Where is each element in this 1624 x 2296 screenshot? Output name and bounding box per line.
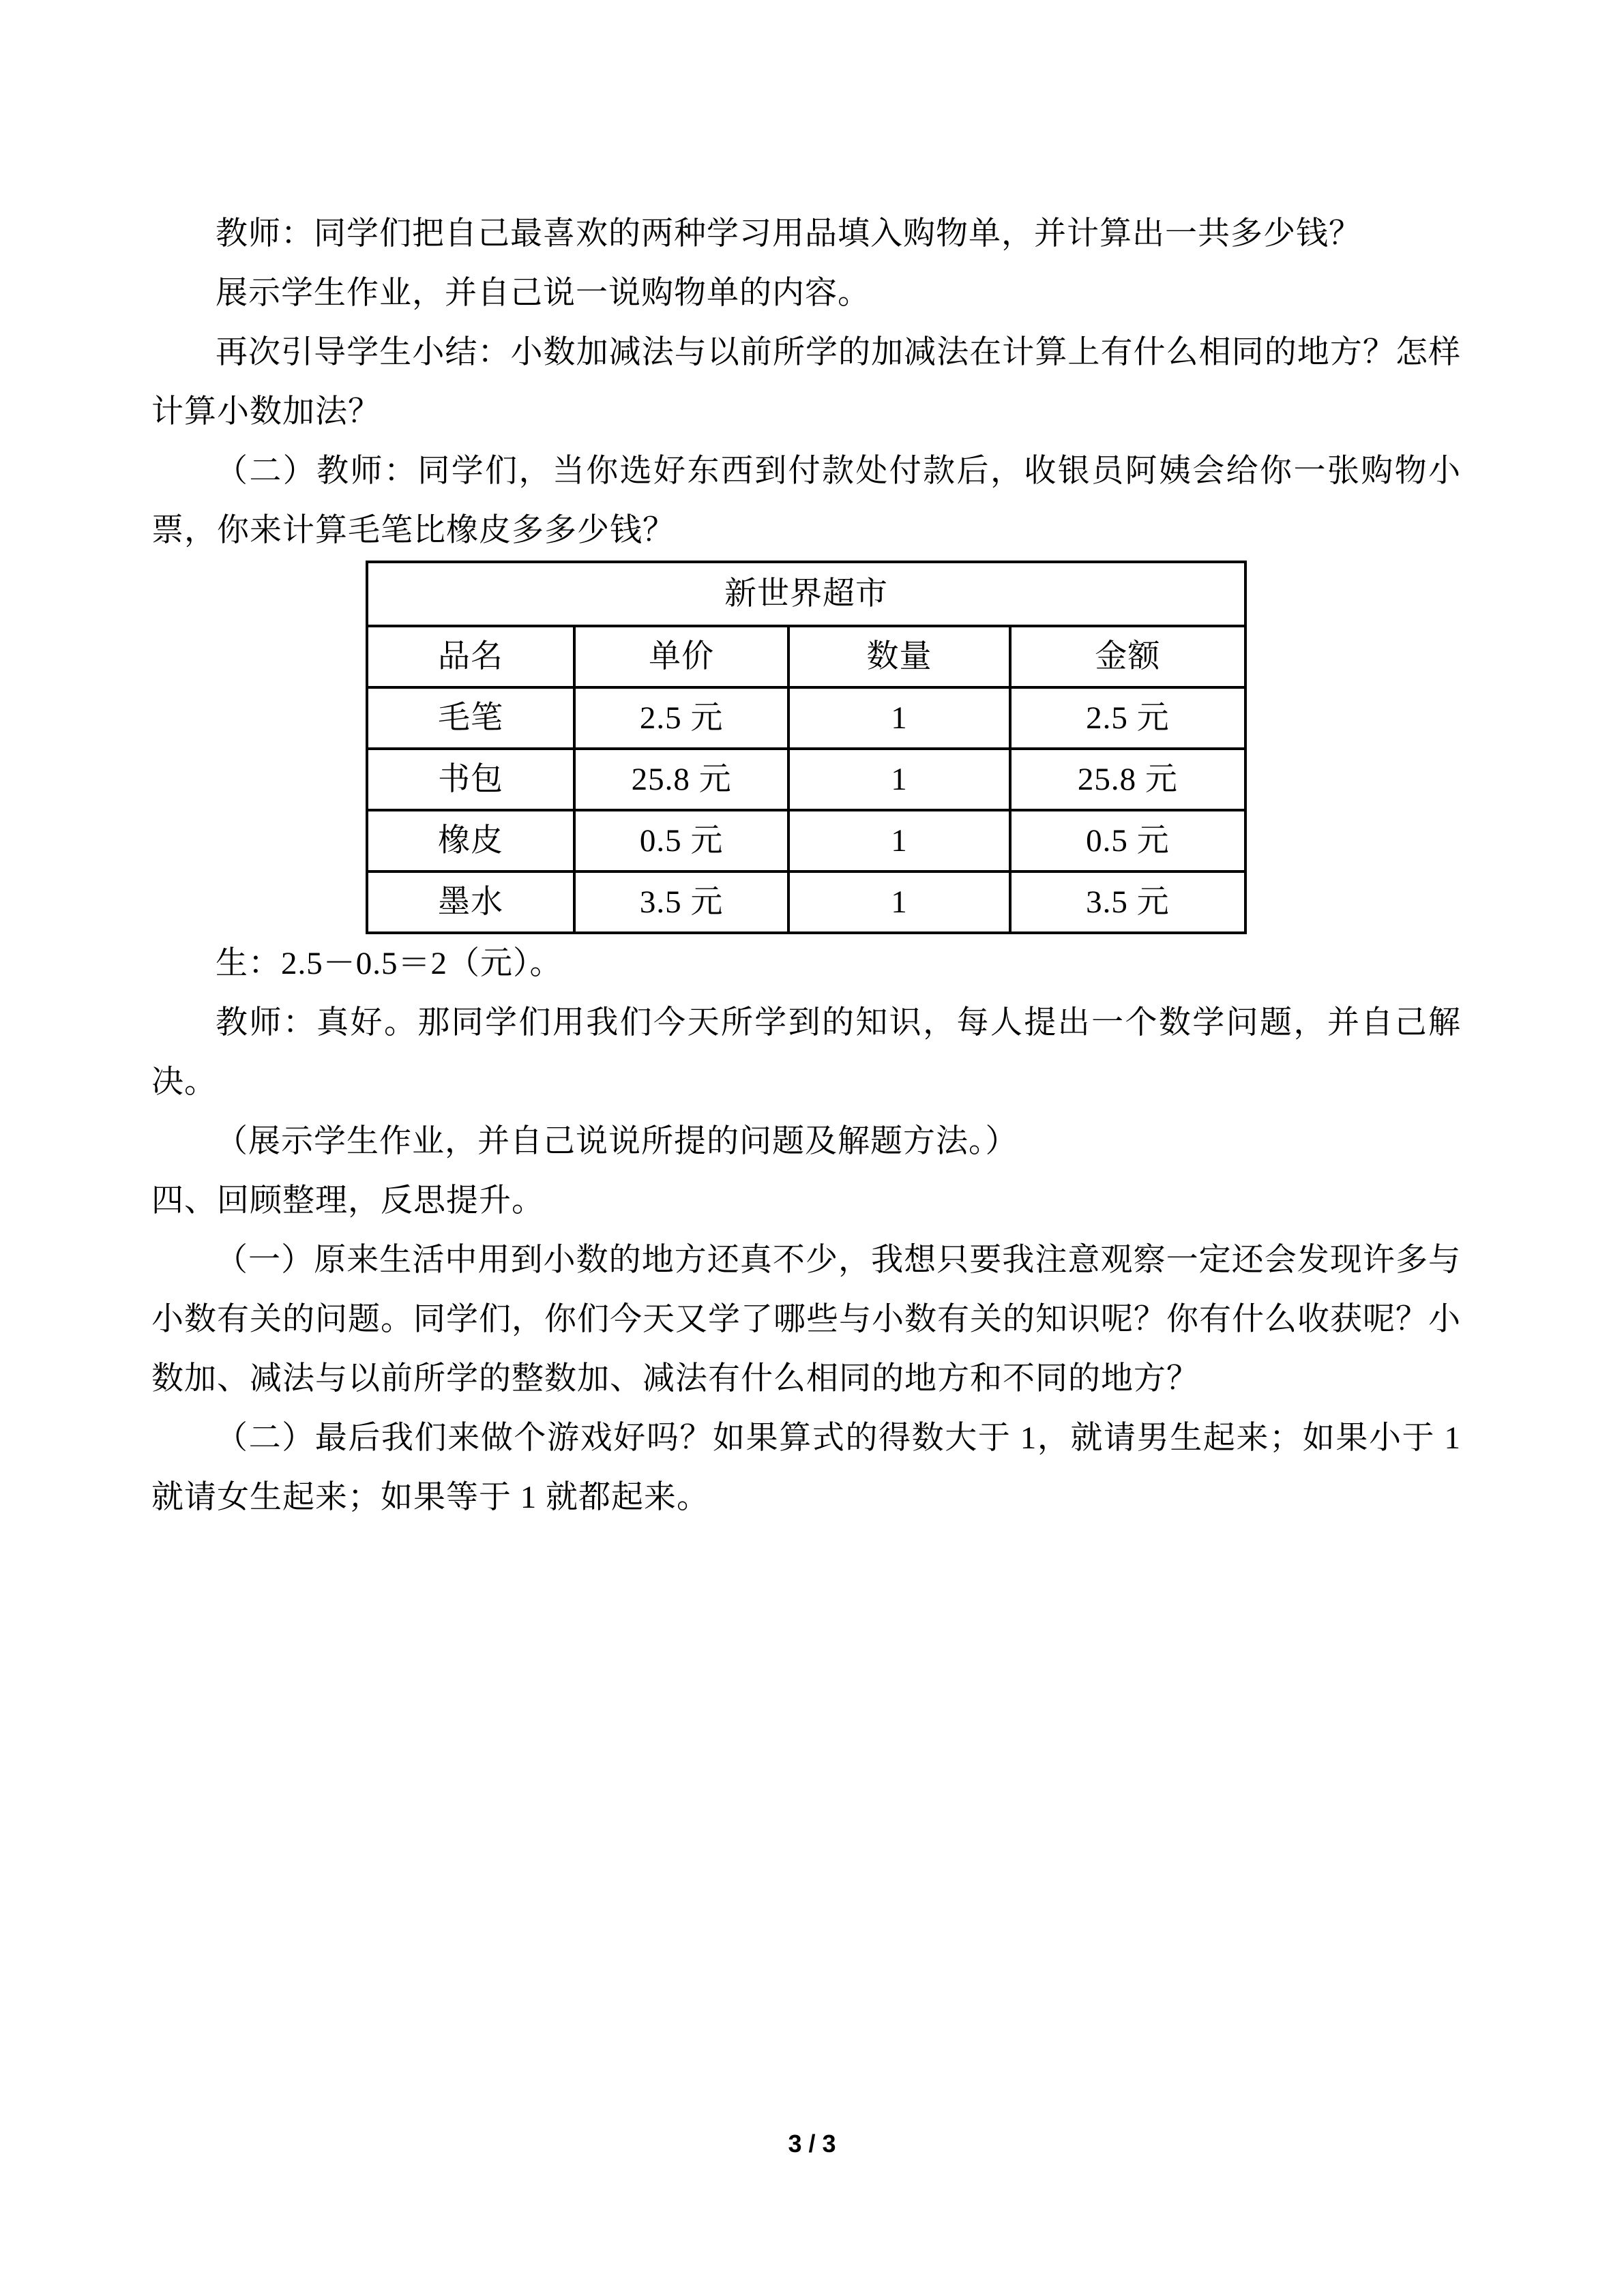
- table-cell: 1: [788, 687, 1010, 749]
- table-header-cell: 金额: [1010, 626, 1245, 687]
- table-cell: 2.5 元: [1010, 687, 1245, 749]
- table-row: [367, 687, 1245, 749]
- table-cell: 0.5 元: [574, 810, 788, 871]
- paragraph: 展示学生作业，并自己说一说购物单的内容。: [216, 275, 870, 311]
- paragraph: 教师：同学们把自己最喜欢的两种学习用品填入购物单，并计算出一共多少钱？: [216, 216, 1361, 252]
- table-cell: 1: [788, 749, 1010, 810]
- table-title-row: [367, 562, 1245, 626]
- table-row: [367, 749, 1245, 810]
- table-cell: 1: [788, 871, 1010, 933]
- paragraph: （展示学生作业，并自己说说所提的问题及解题方法。）: [216, 1124, 1018, 1159]
- page-number: 3 / 3: [788, 2130, 836, 2158]
- paragraph: 再次引导学生小结：小数加减法与以前所学的加减法在计算上有什么相同的地方？怎样计算小数加法？: [151, 335, 1461, 430]
- table-cell: 3.5 元: [574, 871, 788, 933]
- table-cell: 25.8 元: [1010, 749, 1245, 810]
- paragraph: （二）最后我们来做个游戏好吗？如果算式的得数大于 1，就请男生起来；如果小于 1 就请女生起来；如果等于 1 就都起来。: [151, 1420, 1461, 1515]
- table-cell: 墨水: [367, 871, 574, 933]
- table-title: 新世界超市: [367, 562, 1245, 626]
- table-cell: 0.5 元: [1010, 810, 1245, 871]
- paragraph: （二）教师：同学们，当你选好东西到付款处付款后，收银员阿姨会给你一张购物小票，你来计算毛笔比橡皮多多少钱？: [151, 453, 1461, 548]
- receipt-table: [366, 561, 1247, 934]
- document-content: [151, 205, 1461, 1527]
- table-cell: 3.5 元: [1010, 871, 1245, 933]
- table-cell: 25.8 元: [574, 749, 788, 810]
- table-cell: 书包: [367, 749, 574, 810]
- section-heading: 四、回顾整理，反思提升。: [151, 1183, 544, 1219]
- table-header-cell: 品名: [367, 626, 574, 687]
- table-row: [367, 871, 1245, 933]
- table-header-cell: 单价: [574, 626, 788, 687]
- table-header-row: [367, 626, 1245, 687]
- paragraph: 教师：真好。那同学们用我们今天所学到的知识，每人提出一个数学问题，并自己解决。: [151, 1005, 1461, 1100]
- table-row: [367, 810, 1245, 871]
- table-cell: 毛笔: [367, 687, 574, 749]
- table-cell: 1: [788, 810, 1010, 871]
- paragraph: （一）原来生活中用到小数的地方还真不少，我想只要我注意观察一定还会发现许多与小数有关的问题。同学们，你们今天又学了哪些与小数有关的知识呢？你有什么收获呢？小数加、减法与以前所学的整数加、减法有什么相同的地方和不同的地方？: [151, 1242, 1461, 1397]
- table-cell: 2.5 元: [574, 687, 788, 749]
- table-cell: 橡皮: [367, 810, 574, 871]
- paragraph: 生：2.5－0.5＝2（元）。: [216, 946, 563, 981]
- table-header-cell: 数量: [788, 626, 1010, 687]
